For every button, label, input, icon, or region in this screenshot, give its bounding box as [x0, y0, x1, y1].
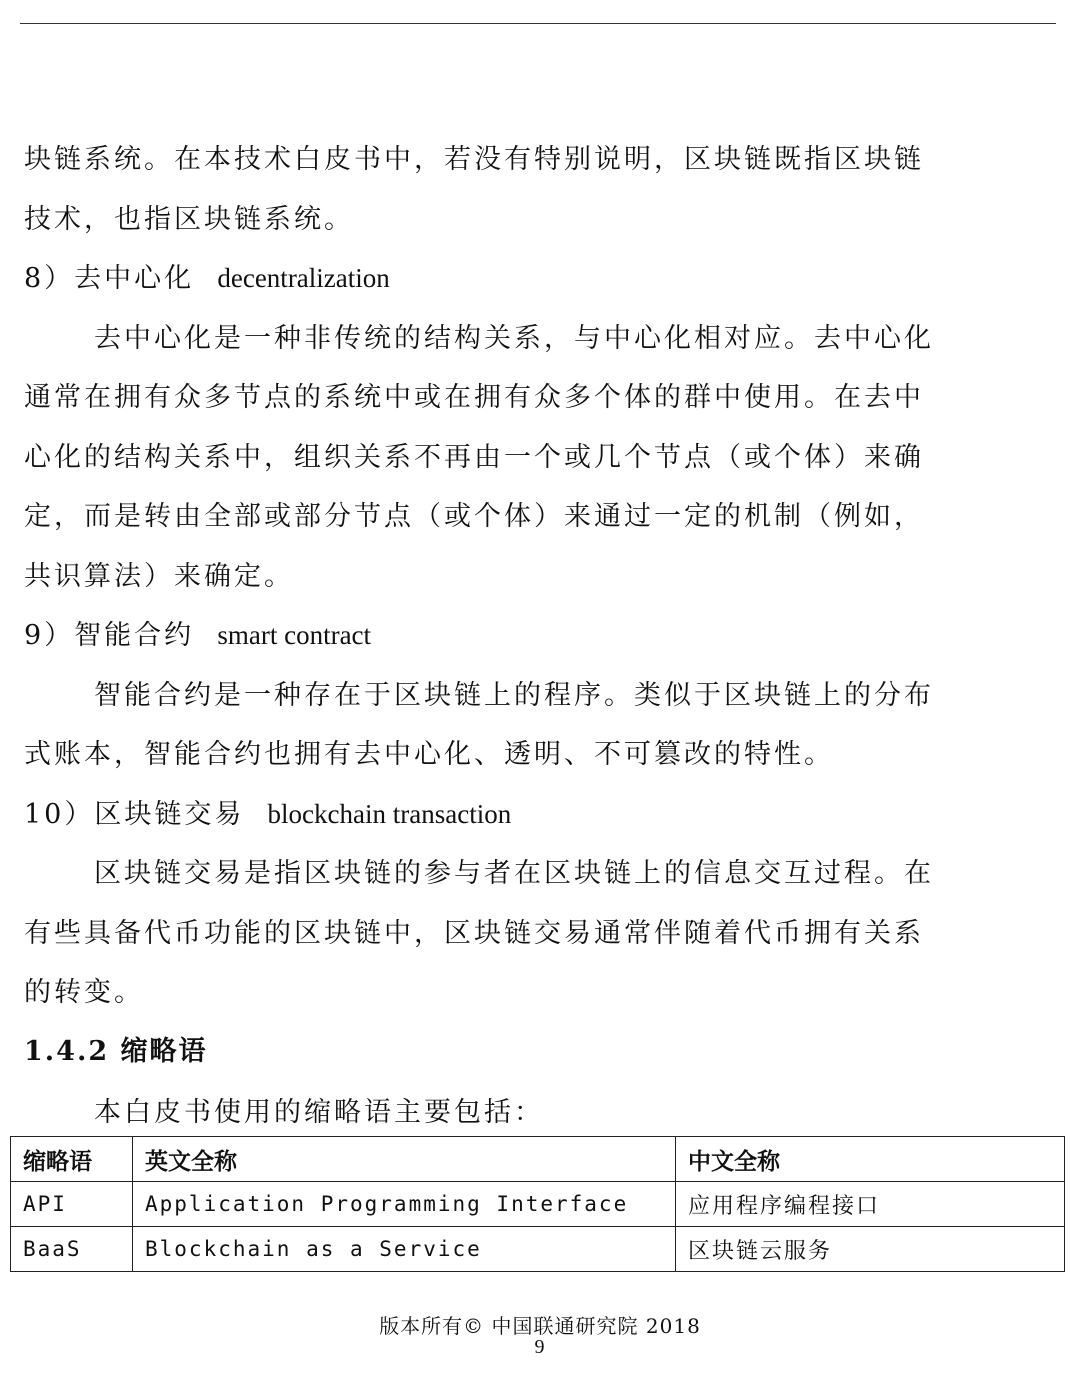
term-english: smart contract — [217, 620, 372, 650]
header-rule — [20, 23, 1056, 24]
table-header-row — [11, 1137, 1065, 1182]
column-header-english: 英文全称 — [133, 1137, 676, 1182]
paragraph-line: 共识算法）来确定。 — [24, 560, 294, 592]
cell-english: Blockchain as a Service — [133, 1227, 676, 1272]
table-row — [11, 1227, 1065, 1272]
term-heading-8 — [24, 249, 1054, 309]
term-heading-9 — [24, 606, 1054, 666]
footer-copyright: 版本所有© 中国联通研究院 2018 — [379, 1314, 701, 1338]
table-intro: 本白皮书使用的缩略语主要包括： — [94, 1096, 544, 1128]
abbreviation-table — [10, 1136, 1065, 1272]
term-label: 8）去中心化 — [24, 263, 195, 294]
term-label: 9）智能合约 — [24, 620, 195, 651]
paragraph-line: 智能合约是一种存在于区块链上的程序。类似于区块链上的分布 — [94, 679, 934, 711]
paragraph-line: 式账本，智能合约也拥有去中心化、透明、不可篡改的特性。 — [24, 739, 834, 770]
page-number: 9 — [534, 1336, 546, 1358]
column-header-abbr: 缩略语 — [11, 1137, 133, 1182]
term-english: decentralization — [217, 263, 390, 293]
paragraph-line: 的转变。 — [24, 977, 144, 1008]
cell-abbr: API — [11, 1182, 133, 1227]
paragraph-line: 技术，也指区块链系统。 — [24, 203, 354, 235]
table-row — [11, 1182, 1065, 1227]
term-english: blockchain transaction — [267, 798, 512, 829]
paragraph-line: 块链系统。在本技术白皮书中，若没有特别说明，区块链既指区块链 — [24, 144, 924, 175]
section-heading: 1.4.2 缩略语 — [24, 1035, 208, 1067]
document-body — [24, 130, 1054, 1142]
paragraph-line: 区块链交易是指区块链的参与者在区块链上的信息交互过程。在 — [94, 858, 934, 889]
cell-abbr: BaaS — [11, 1227, 133, 1272]
cell-chinese: 应用程序编程接口 — [676, 1182, 1065, 1227]
paragraph-line: 有些具备代币功能的区块链中，区块链交易通常伴随着代币拥有关系 — [24, 917, 924, 949]
cell-english: Application Programming Interface — [133, 1182, 676, 1227]
column-header-chinese: 中文全称 — [676, 1137, 1065, 1182]
term-heading-10 — [24, 785, 1054, 845]
paragraph-line: 定，而是转由全部或部分节点（或个体）来通过一定的机制（例如， — [24, 501, 924, 532]
paragraph-line: 通常在拥有众多节点的系统中或在拥有众多个体的群中使用。在去中 — [24, 382, 924, 413]
term-label: 10）区块链交易 — [24, 798, 245, 830]
cell-chinese: 区块链云服务 — [676, 1227, 1065, 1272]
paragraph-line: 去中心化是一种非传统的结构关系，与中心化相对应。去中心化 — [94, 322, 934, 354]
paragraph-line: 心化的结构关系中，组织关系不再由一个或几个节点（或个体）来确 — [24, 441, 924, 473]
